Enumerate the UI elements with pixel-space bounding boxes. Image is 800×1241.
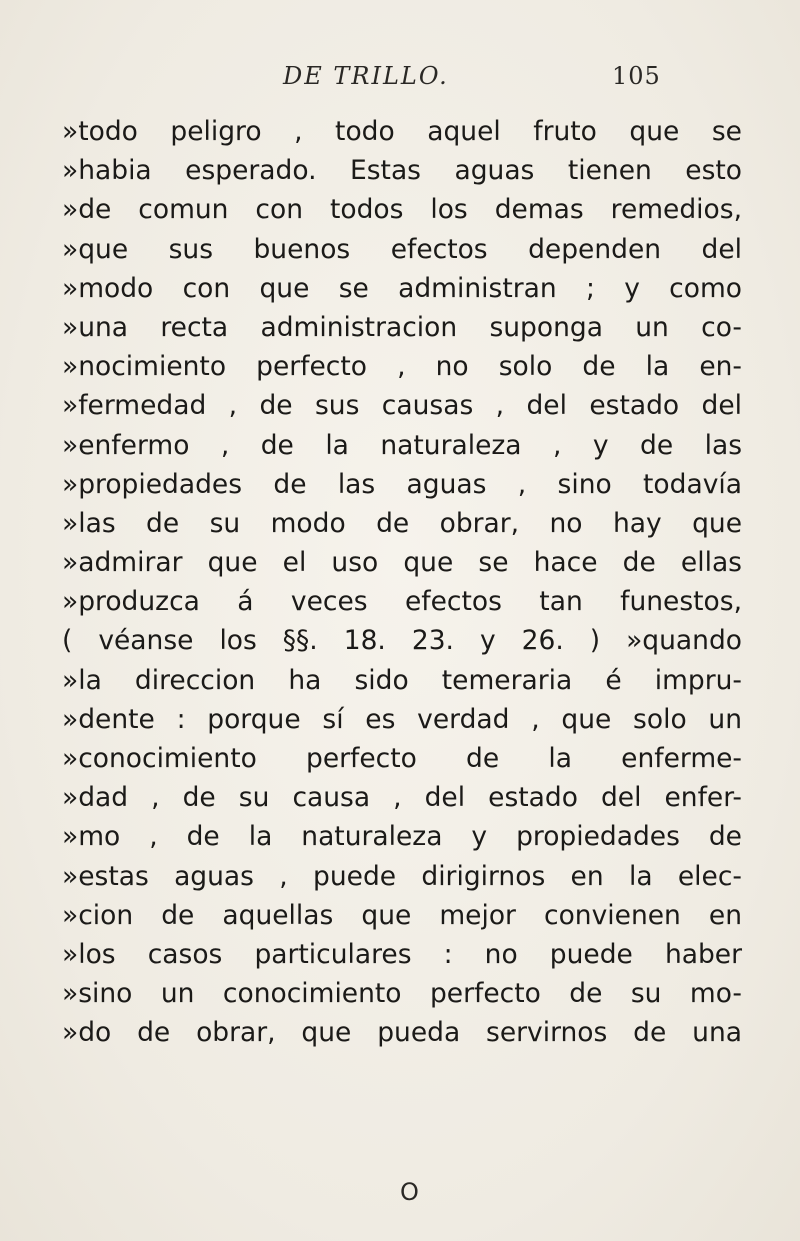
text-line: »que sus buenos efectos dependen del (62, 233, 742, 265)
text-line: »habia esperado. Estas aguas tienen esto (62, 155, 742, 187)
text-line: »produzca á veces efectos tan funestos, (62, 586, 742, 618)
page-header (0, 62, 800, 102)
text-line: »sino un conocimiento perfecto de su mo- (62, 978, 742, 1010)
text-line: »propiedades de las aguas , sino todavía (62, 468, 742, 500)
page-number: 105 (612, 62, 661, 90)
text-line: »conocimiento perfecto de la enferme- (62, 743, 742, 774)
text-line: »fermedad , de sus causas , del estado del (62, 390, 742, 422)
text-line: ( véanse los §§. 18. 23. y 26. ) »quando (62, 625, 742, 657)
text-line: »enfermo , de la naturaleza , y de las (62, 429, 742, 461)
text-line: »dad , de su causa , del estado del enfer- (62, 782, 742, 814)
text-line: »dente : porque sí es verdad , que solo un (62, 703, 742, 735)
text-line: »de comun con todos los demas remedios, (62, 194, 742, 226)
text-line: »do de obrar, que pueda servirnos de una (62, 1017, 742, 1049)
text-line: »los casos particulares : no puede haber (62, 938, 742, 970)
text-line: »modo con que se administran ; y como (62, 272, 742, 304)
text-line: »la direccion ha sido temeraria é impru- (62, 664, 742, 696)
catchword: O (400, 1178, 419, 1206)
text-line: »nocimiento perfecto , no solo de la en- (62, 351, 742, 383)
body-text (62, 112, 742, 1053)
text-line: »cion de aquellas que mejor convienen en (62, 899, 742, 931)
running-head: DE TRILLO. (283, 62, 449, 90)
text-line: »las de su modo de obrar, no hay que (62, 507, 742, 539)
text-line: »mo , de la naturaleza y propiedades de (62, 821, 742, 853)
text-line: »todo peligro , todo aquel fruto que se (62, 116, 742, 147)
text-line: »una recta administracion suponga un co- (62, 311, 742, 343)
text-line: »estas aguas , puede dirigirnos en la elec- (62, 860, 742, 892)
text-line: »admirar que el uso que se hace de ellas (62, 547, 742, 579)
